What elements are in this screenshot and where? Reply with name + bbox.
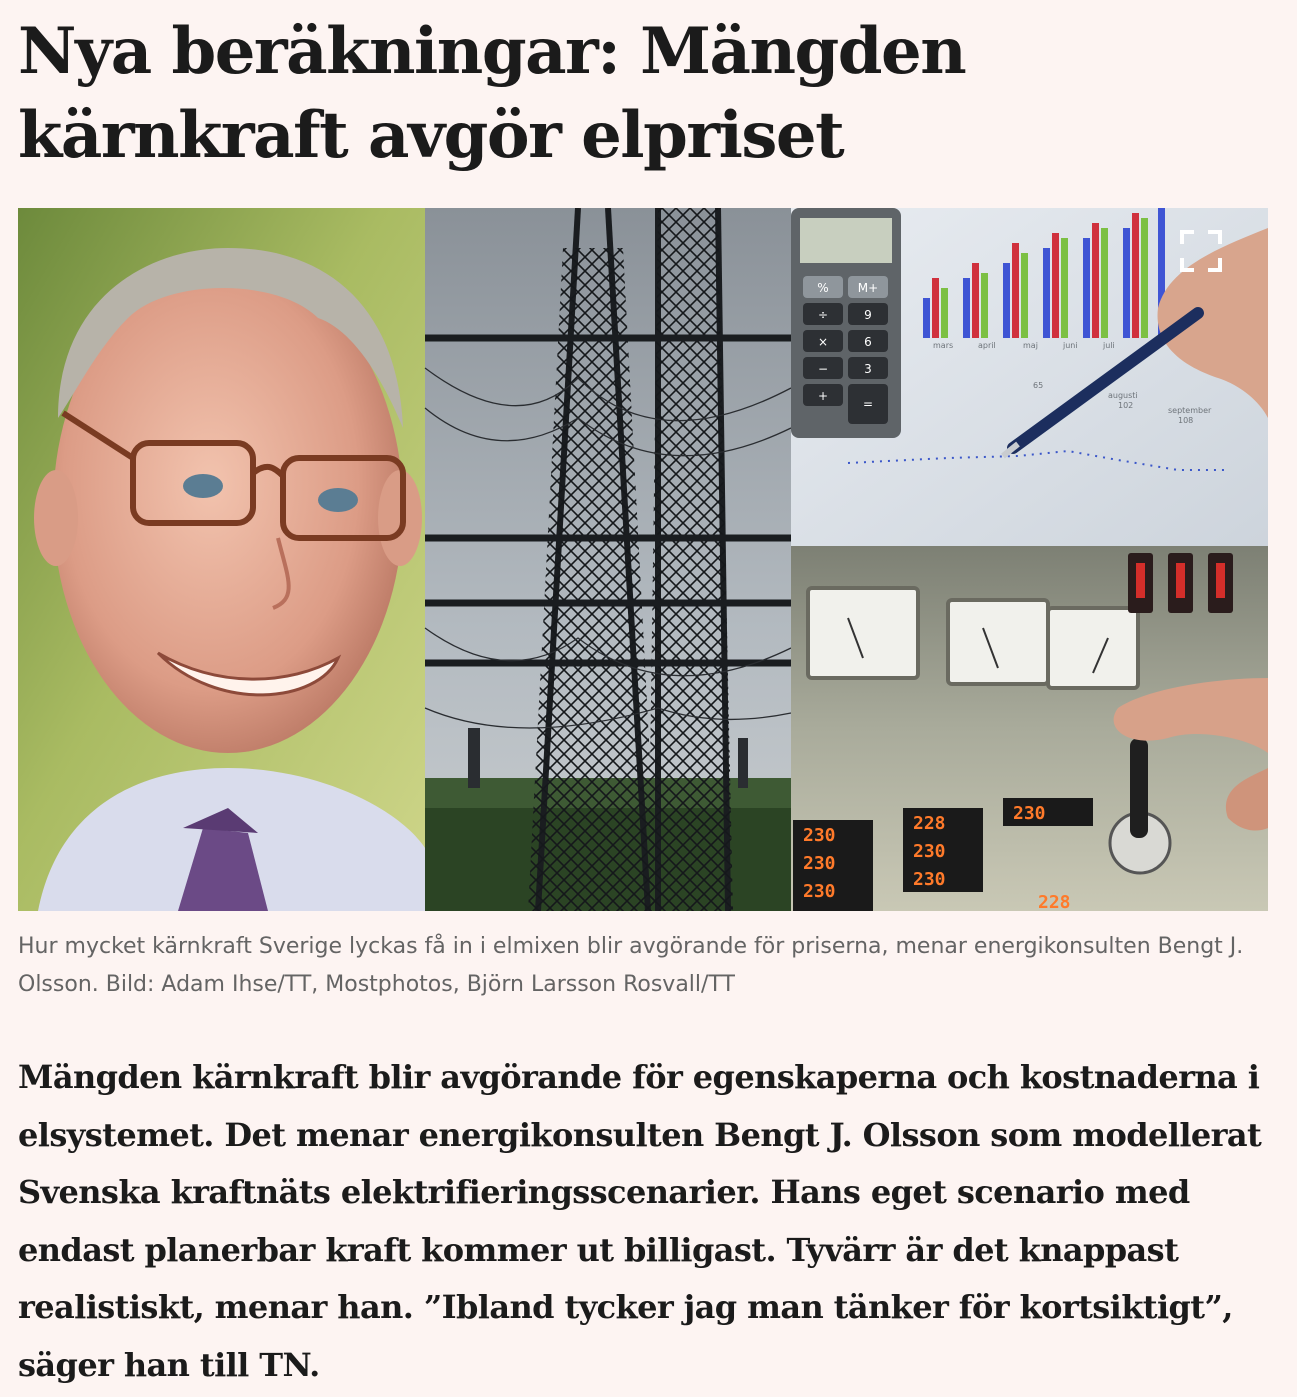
headline: Nya beräkningar: Mängden kärnkraft avgör elpriset [18,14,966,173]
fullscreen-expand-icon [1178,228,1224,274]
svg-text:230: 230 [1013,803,1046,824]
svg-text:230: 230 [913,841,946,862]
lead-paragraph: Mängden kärnkraft blir avgörande för egenskaperna och kostnaderna i elsystemet. Det menar energikonsulten Bengt J. Olsson som modellerat Svenska kraftnäts elektrifieringsscenarier. Hans eget scenario med endast planerbar kraft kommer ut billigast. Tyvärr är det knappast realistiskt, menar han. ”Ibland tycker jag man tänker för kortsiktigt”, säger han till TN. [18,1058,1262,1384]
svg-text:230: 230 [913,869,946,890]
svg-text:230: 230 [803,881,836,902]
control-panel-photo [791,546,1268,911]
svg-text:102: 102 [1118,401,1134,410]
collage-graphic [18,208,1268,911]
svg-text:augusti: augusti [1108,391,1138,400]
portrait-photo [18,208,425,911]
svg-text:228: 228 [913,813,946,834]
svg-text:6: 6 [864,335,872,349]
svg-text:228: 228 [1038,892,1071,911]
svg-text:230: 230 [803,853,836,874]
svg-text:−: − [817,362,829,376]
svg-text:maj: maj [1023,341,1038,350]
svg-text:108: 108 [1178,416,1194,425]
svg-text:65: 65 [1033,381,1044,390]
svg-text:M+: M+ [857,281,879,295]
fullscreen-expand-button[interactable] [1178,228,1224,274]
svg-text:3: 3 [864,362,872,376]
svg-text:september: september [1168,406,1212,415]
svg-text:+: + [817,389,829,403]
svg-text:9: 9 [864,308,872,322]
svg-text:mars: mars [933,341,954,350]
svg-text:april: april [978,341,996,350]
svg-text:%: % [817,281,829,295]
svg-text:×: × [817,335,829,349]
hero-image-collage[interactable] [18,208,1268,911]
svg-text:juli: juli [1103,341,1115,350]
svg-text:juni: juni [1063,341,1078,350]
svg-text:÷: ÷ [817,308,829,322]
svg-text:=: = [862,397,874,411]
image-caption: Hur mycket kärnkraft Sverige lyckas få in i elmixen blir avgörande för priserna, menar energikonsulten Bengt J. Olsson. Bild: Adam Ihse/TT, Mostphotos, Björn Larsson Rosvall/TT [18,934,1244,997]
power-lines-photo [425,208,791,911]
svg-text:230: 230 [803,825,836,846]
